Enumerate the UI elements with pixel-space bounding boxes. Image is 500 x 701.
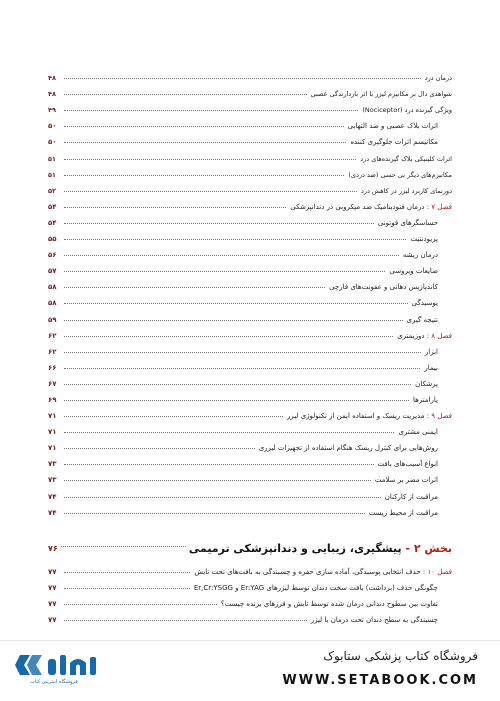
entry-title (367, 509, 452, 517)
dot-leader (64, 109, 358, 111)
entry-page-number: ۵۰ (48, 122, 57, 131)
entry-title-text: مدیریت ریسک و استفاده ایمن از تکنولوژی لیزر (286, 412, 425, 421)
entry-page-number: ۴۸ (48, 74, 56, 83)
part-title-text: پیشگیری، زیبایی و دندانپزشکی ترمیمی (188, 541, 402, 555)
entry-page-number: ۵۹ (48, 315, 57, 324)
part-prefix: بخش ۲ - (401, 541, 452, 555)
entry-title (410, 299, 452, 307)
entry-page-number: ۵۱ (48, 154, 56, 163)
entry-title-text: بیمار (424, 363, 438, 372)
dot-leader (64, 399, 409, 401)
dot-leader (64, 463, 374, 465)
entry-title-text: پزشکان (415, 379, 438, 388)
entry-page-number: ۴۹ (48, 106, 56, 115)
chapter-entry[interactable] (48, 560, 452, 576)
toc-entry[interactable] (48, 259, 452, 275)
dot-leader (64, 206, 286, 208)
dot-leader (64, 302, 408, 304)
entry-page-number: ۵۶ (48, 251, 57, 260)
dot-leader (64, 190, 357, 192)
logo-caption: فروشگاه اینترنتی کتاب (30, 679, 78, 685)
toc-entry[interactable] (48, 501, 452, 517)
toc-entry[interactable] (48, 436, 452, 452)
entry-title (359, 187, 452, 195)
entry-title-text: اثرات مضر بر سلامت (374, 476, 438, 485)
toc-entry[interactable] (48, 146, 452, 162)
entry-title-text: ایمنی مشتری (398, 428, 438, 437)
entry-title-text: حذف انتخابی پوسیدگی، آماده سازی حفره و چسبندگی به بافت‌های تحت تابش (194, 568, 421, 577)
setabook-logo (14, 649, 104, 693)
toc-entry[interactable] (48, 98, 452, 114)
dot-leader (64, 222, 374, 224)
entry-page-number: ۷۷ (48, 616, 57, 625)
entry-title (373, 476, 452, 484)
entry-page-number: ۷۱ (48, 444, 57, 453)
entry-title (396, 428, 452, 436)
toc-entry[interactable] (48, 372, 452, 388)
entry-title-text: دوزیمتری (397, 331, 425, 340)
entry-title-text: مراقبت از محیط زیست (368, 508, 438, 517)
dot-leader (64, 479, 371, 481)
dot-leader (64, 77, 421, 79)
dot-leader (64, 447, 255, 449)
entry-title-text: کاندیازیس دهانی و عفونت‌های قارچی (329, 283, 438, 292)
entry-page-number: ۶۲ (48, 331, 57, 340)
chapter-prefix: فصل ۱۰ : (422, 568, 452, 577)
entry-page-number: ۶۲ (48, 347, 57, 356)
toc-entry[interactable] (48, 227, 452, 243)
entry-title (348, 138, 452, 146)
entry-title (192, 584, 452, 592)
entry-title-text: پارامترها (413, 395, 438, 404)
dot-leader (64, 619, 307, 621)
entry-page-number: ۴۸ (48, 90, 56, 99)
dot-leader (64, 125, 344, 127)
entry-title (422, 364, 452, 372)
entry-page-number: ۵۸ (48, 299, 57, 308)
entry-title-text: چگونگی حذف (برداشت) بافت سخت دندان توسط لیزرهای Er:YAG و Er,Cr:YSGG (193, 584, 438, 593)
toc-entry[interactable] (48, 592, 452, 608)
entry-title-text: درمان درد (424, 74, 452, 83)
entry-title (383, 493, 452, 501)
entry-page-number: ۵۵ (48, 235, 57, 244)
entry-page-number: ۵۱ (48, 170, 56, 179)
toc-entry[interactable] (48, 420, 452, 436)
shop-name: فروشگاه کتاب پزشکی ستابوک (323, 649, 478, 663)
entry-title-text: مراقبت از کارکنان (384, 492, 438, 501)
dot-leader (64, 254, 399, 256)
shop-url[interactable]: WWW.SETABOOK.COM (282, 673, 478, 688)
entry-title (219, 600, 452, 608)
toc-entry[interactable] (48, 340, 452, 356)
entry-title-text: دورنمای کاربرد لیزر در کاهش درد (360, 186, 452, 195)
toc-entry[interactable] (48, 356, 452, 372)
dot-leader (64, 238, 406, 240)
dot-leader (64, 603, 217, 605)
toc-entry[interactable] (48, 608, 452, 624)
entry-title-text: مکانیزم‌های دیگر بی حسی (ضد دردی) (348, 170, 452, 179)
entry-title-text: درمان ریشه (402, 251, 438, 260)
chapter-prefix: فصل ۸ : (426, 331, 452, 340)
entry-title (376, 219, 452, 227)
entry-title (376, 460, 452, 468)
dot-leader (64, 141, 346, 143)
entry-title (405, 316, 452, 324)
toc-entry[interactable] (48, 82, 452, 98)
entry-title-text: حساسگرهای فوتونی (377, 218, 438, 227)
entry-title (387, 267, 452, 275)
entry-title (395, 332, 452, 340)
toc-entry[interactable] (48, 275, 452, 291)
part-heading (48, 536, 452, 560)
dot-leader (64, 270, 385, 272)
entry-title (346, 171, 452, 179)
entry-title-text: ابزار (424, 347, 438, 356)
entry-title-text: انواع آسیب‌های بافت (377, 460, 438, 469)
dot-leader (64, 174, 344, 176)
entry-title (423, 348, 452, 356)
toc-entry[interactable] (48, 66, 452, 82)
entry-page-number: ۷۴ (48, 508, 57, 517)
entry-page-number: ۵۸ (48, 283, 57, 292)
entry-title-text: پریودنتیت (410, 235, 438, 244)
dot-leader (64, 351, 421, 353)
entry-title-text: پوسیدگی (411, 299, 438, 308)
entry-title-text: ضایعات ویروسی (389, 267, 438, 276)
entry-page-number: ۷۱ (48, 428, 57, 437)
part-page-number: ۷۶ (48, 543, 58, 553)
entry-page-number: ۶۹ (48, 395, 57, 404)
entry-page-number: ۵۷ (48, 267, 57, 276)
entry-title (285, 412, 452, 420)
dot-leader (64, 415, 283, 417)
toc-entry[interactable] (48, 576, 452, 592)
entry-title-text: چسبندگی به سطح دندان تحت درمان با لیزر (310, 616, 438, 625)
chapter-entry[interactable] (48, 195, 452, 211)
chapter-prefix: فصل ۷ : (426, 202, 452, 211)
toc-entry[interactable] (48, 291, 452, 307)
dot-leader (64, 431, 394, 433)
entry-title-text: اثرات بلاک عصبی و ضد التهابی (347, 122, 438, 131)
dot-leader (64, 367, 420, 369)
entry-title (411, 396, 452, 404)
entry-title (413, 380, 452, 388)
dot-leader (64, 512, 365, 514)
entry-title (408, 235, 452, 243)
entry-title (309, 90, 452, 98)
dot-leader (64, 383, 411, 385)
dot-leader (64, 496, 381, 498)
entry-page-number: ۶۷ (48, 379, 57, 388)
entry-title (288, 203, 452, 211)
entry-title-text: درمان فتودینامیک ضد میکروبی در دندانپزشکی (290, 202, 425, 211)
entry-title-text: مکانیسم اثرات جلوگیری کننده (350, 138, 438, 147)
entry-page-number: ۵۴ (48, 202, 57, 211)
dot-leader (61, 546, 186, 547)
entry-title (346, 122, 452, 130)
chapter-entry[interactable] (48, 404, 452, 420)
part-title (189, 542, 452, 555)
toc-entry[interactable] (48, 211, 452, 227)
dot-leader (64, 286, 325, 288)
entry-title (192, 568, 452, 576)
entry-title-text: تفاوت بین سطوح دندانی درمان شده توسط تابش و فرزهای برنده چیست؟ (220, 600, 438, 609)
entry-title (423, 74, 452, 82)
entry-title-text: نتیجه گیری (406, 315, 438, 324)
entry-page-number: ۷۳ (48, 460, 57, 469)
entry-page-number: ۵۴ (48, 218, 57, 227)
entry-title (401, 251, 452, 259)
toc-entry[interactable] (48, 130, 452, 146)
store-footer (0, 640, 500, 701)
table-of-contents-part-2 (48, 560, 452, 624)
entry-page-number: ۷۴ (48, 492, 57, 501)
entry-title-text: اثرات کلینیکی بلاک گیرنده‌های درد (360, 154, 452, 163)
entry-title (327, 283, 452, 291)
toc-entry[interactable] (48, 243, 452, 259)
toc-entry[interactable] (48, 307, 452, 323)
dot-leader (64, 571, 190, 573)
entry-title-text: روش‌هایی برای کنترل ریسک هنگام استفاده از تجهیزات لیزری (258, 444, 438, 453)
entry-title (360, 106, 452, 114)
entry-page-number: ۷۳ (48, 476, 57, 485)
entry-title-text: ویژگی گیرنده درد (Nociceptor) (362, 106, 452, 115)
toc-entry[interactable] (48, 452, 452, 468)
toc-entry[interactable] (48, 179, 452, 195)
entry-page-number: ۷۱ (48, 412, 57, 421)
toc-entry[interactable] (48, 484, 452, 500)
entry-page-number: ۵۲ (48, 186, 56, 195)
dot-leader (64, 335, 393, 337)
toc-entry[interactable] (48, 114, 452, 130)
dot-leader (64, 158, 356, 160)
toc-entry[interactable] (48, 163, 452, 179)
dot-leader (64, 587, 190, 589)
toc-entry[interactable] (48, 388, 452, 404)
chapter-prefix: فصل ۹ : (426, 412, 452, 421)
entry-page-number: ۷۷ (48, 600, 57, 609)
dot-leader (64, 319, 403, 321)
entry-title (309, 616, 452, 624)
table-of-contents (48, 66, 452, 517)
toc-entry[interactable] (48, 468, 452, 484)
entry-title (358, 155, 452, 163)
entry-title-text: شواهدی دال بر مکانیزم لیزر با اثر بازدارندگی عصبی (310, 90, 452, 99)
chapter-entry[interactable] (48, 324, 452, 340)
entry-title (257, 444, 452, 452)
dot-leader (64, 93, 307, 95)
entry-page-number: ۷۷ (48, 568, 57, 577)
entry-page-number: ۷۷ (48, 584, 57, 593)
entry-page-number: ۶۶ (48, 363, 57, 372)
entry-page-number: ۵۰ (48, 138, 57, 147)
